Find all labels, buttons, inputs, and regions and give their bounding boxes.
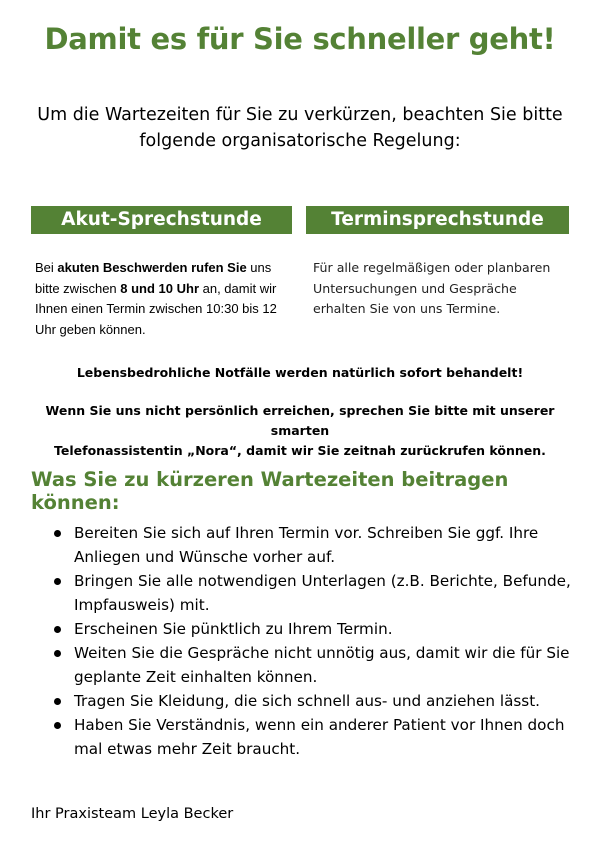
list-item-text: Bringen Sie alle notwendigen Unterlagen (z.B. Berichte, Befunde, Impfausweis) mit. xyxy=(74,572,571,614)
phone-assistant-notice xyxy=(20,401,580,461)
bullet-icon xyxy=(54,530,61,537)
bullet-icon xyxy=(54,578,61,585)
intro-line-1: Um die Wartezeiten für Sie zu verkürzen, beachten Sie bitte xyxy=(37,105,563,125)
list-item-text: Tragen Sie Kleidung, die sich schnell aus- und anziehen lässt. xyxy=(74,692,540,710)
bullet-icon xyxy=(54,722,61,729)
phone-assistant-line-1: Wenn Sie uns nicht persönlich erreichen, sprechen Sie bitte mit unserer smarten xyxy=(45,403,555,438)
intro-text xyxy=(20,102,580,154)
akut-text-bold-2: 8 und 10 Uhr xyxy=(120,280,200,296)
list-item xyxy=(52,689,572,713)
akut-text-bold-1: akuten Beschwerden rufen Sie xyxy=(57,260,247,275)
list-item xyxy=(52,521,572,569)
termin-heading: Terminsprechstunde xyxy=(306,206,569,234)
akut-text xyxy=(35,258,297,340)
list-item xyxy=(52,617,572,641)
list-item xyxy=(52,641,572,689)
page-title: Damit es für Sie schneller geht! xyxy=(44,22,556,56)
bullet-icon xyxy=(54,650,61,657)
bullet-icon xyxy=(54,698,61,705)
list-item-text: Haben Sie Verständnis, wenn ein anderer Patient vor Ihnen doch mal etwas mehr Zeit braucht. xyxy=(74,716,565,758)
phone-assistant-line-2: Telefonassistentin „Nora“, damit wir Sie zeitnah zurückrufen können. xyxy=(54,443,546,458)
emergency-notice: Lebensbedrohliche Notfälle werden natürlich sofort behandelt! xyxy=(76,365,524,380)
akut-heading: Akut-Sprechstunde xyxy=(31,206,292,234)
list-item xyxy=(52,713,572,761)
intro-line-2: folgende organisatorische Regelung: xyxy=(139,131,461,151)
signature: Ihr Praxisteam Leyla Becker xyxy=(31,806,234,822)
termin-text: Für alle regelmäßigen oder planbaren Untersuchungen und Gespräche erhalten Sie von uns Termine. xyxy=(313,260,551,316)
list-item-text: Erscheinen Sie pünktlich zu Ihrem Termin. xyxy=(74,620,393,638)
list-item-text: Weiten Sie die Gespräche nicht unnötig aus, damit wir die für Sie geplante Zeit einhalten können. xyxy=(74,644,570,686)
akut-text-post: an, damit wir Ihnen einen Termin zwischen 10:30 bis 12 Uhr geben können. xyxy=(35,280,277,337)
tips-heading: Was Sie zu kürzeren Wartezeiten beitragen können: xyxy=(31,468,509,514)
akut-text-mid: uns bitte zwischen xyxy=(35,260,272,296)
tips-list xyxy=(52,521,572,761)
bullet-icon xyxy=(54,626,61,633)
akut-text-pre: Bei xyxy=(35,260,58,275)
list-item xyxy=(52,569,572,617)
list-item-text: Bereiten Sie sich auf Ihren Termin vor. Schreiben Sie ggf. Ihre Anliegen und Wünsche vorher auf. xyxy=(74,524,539,566)
